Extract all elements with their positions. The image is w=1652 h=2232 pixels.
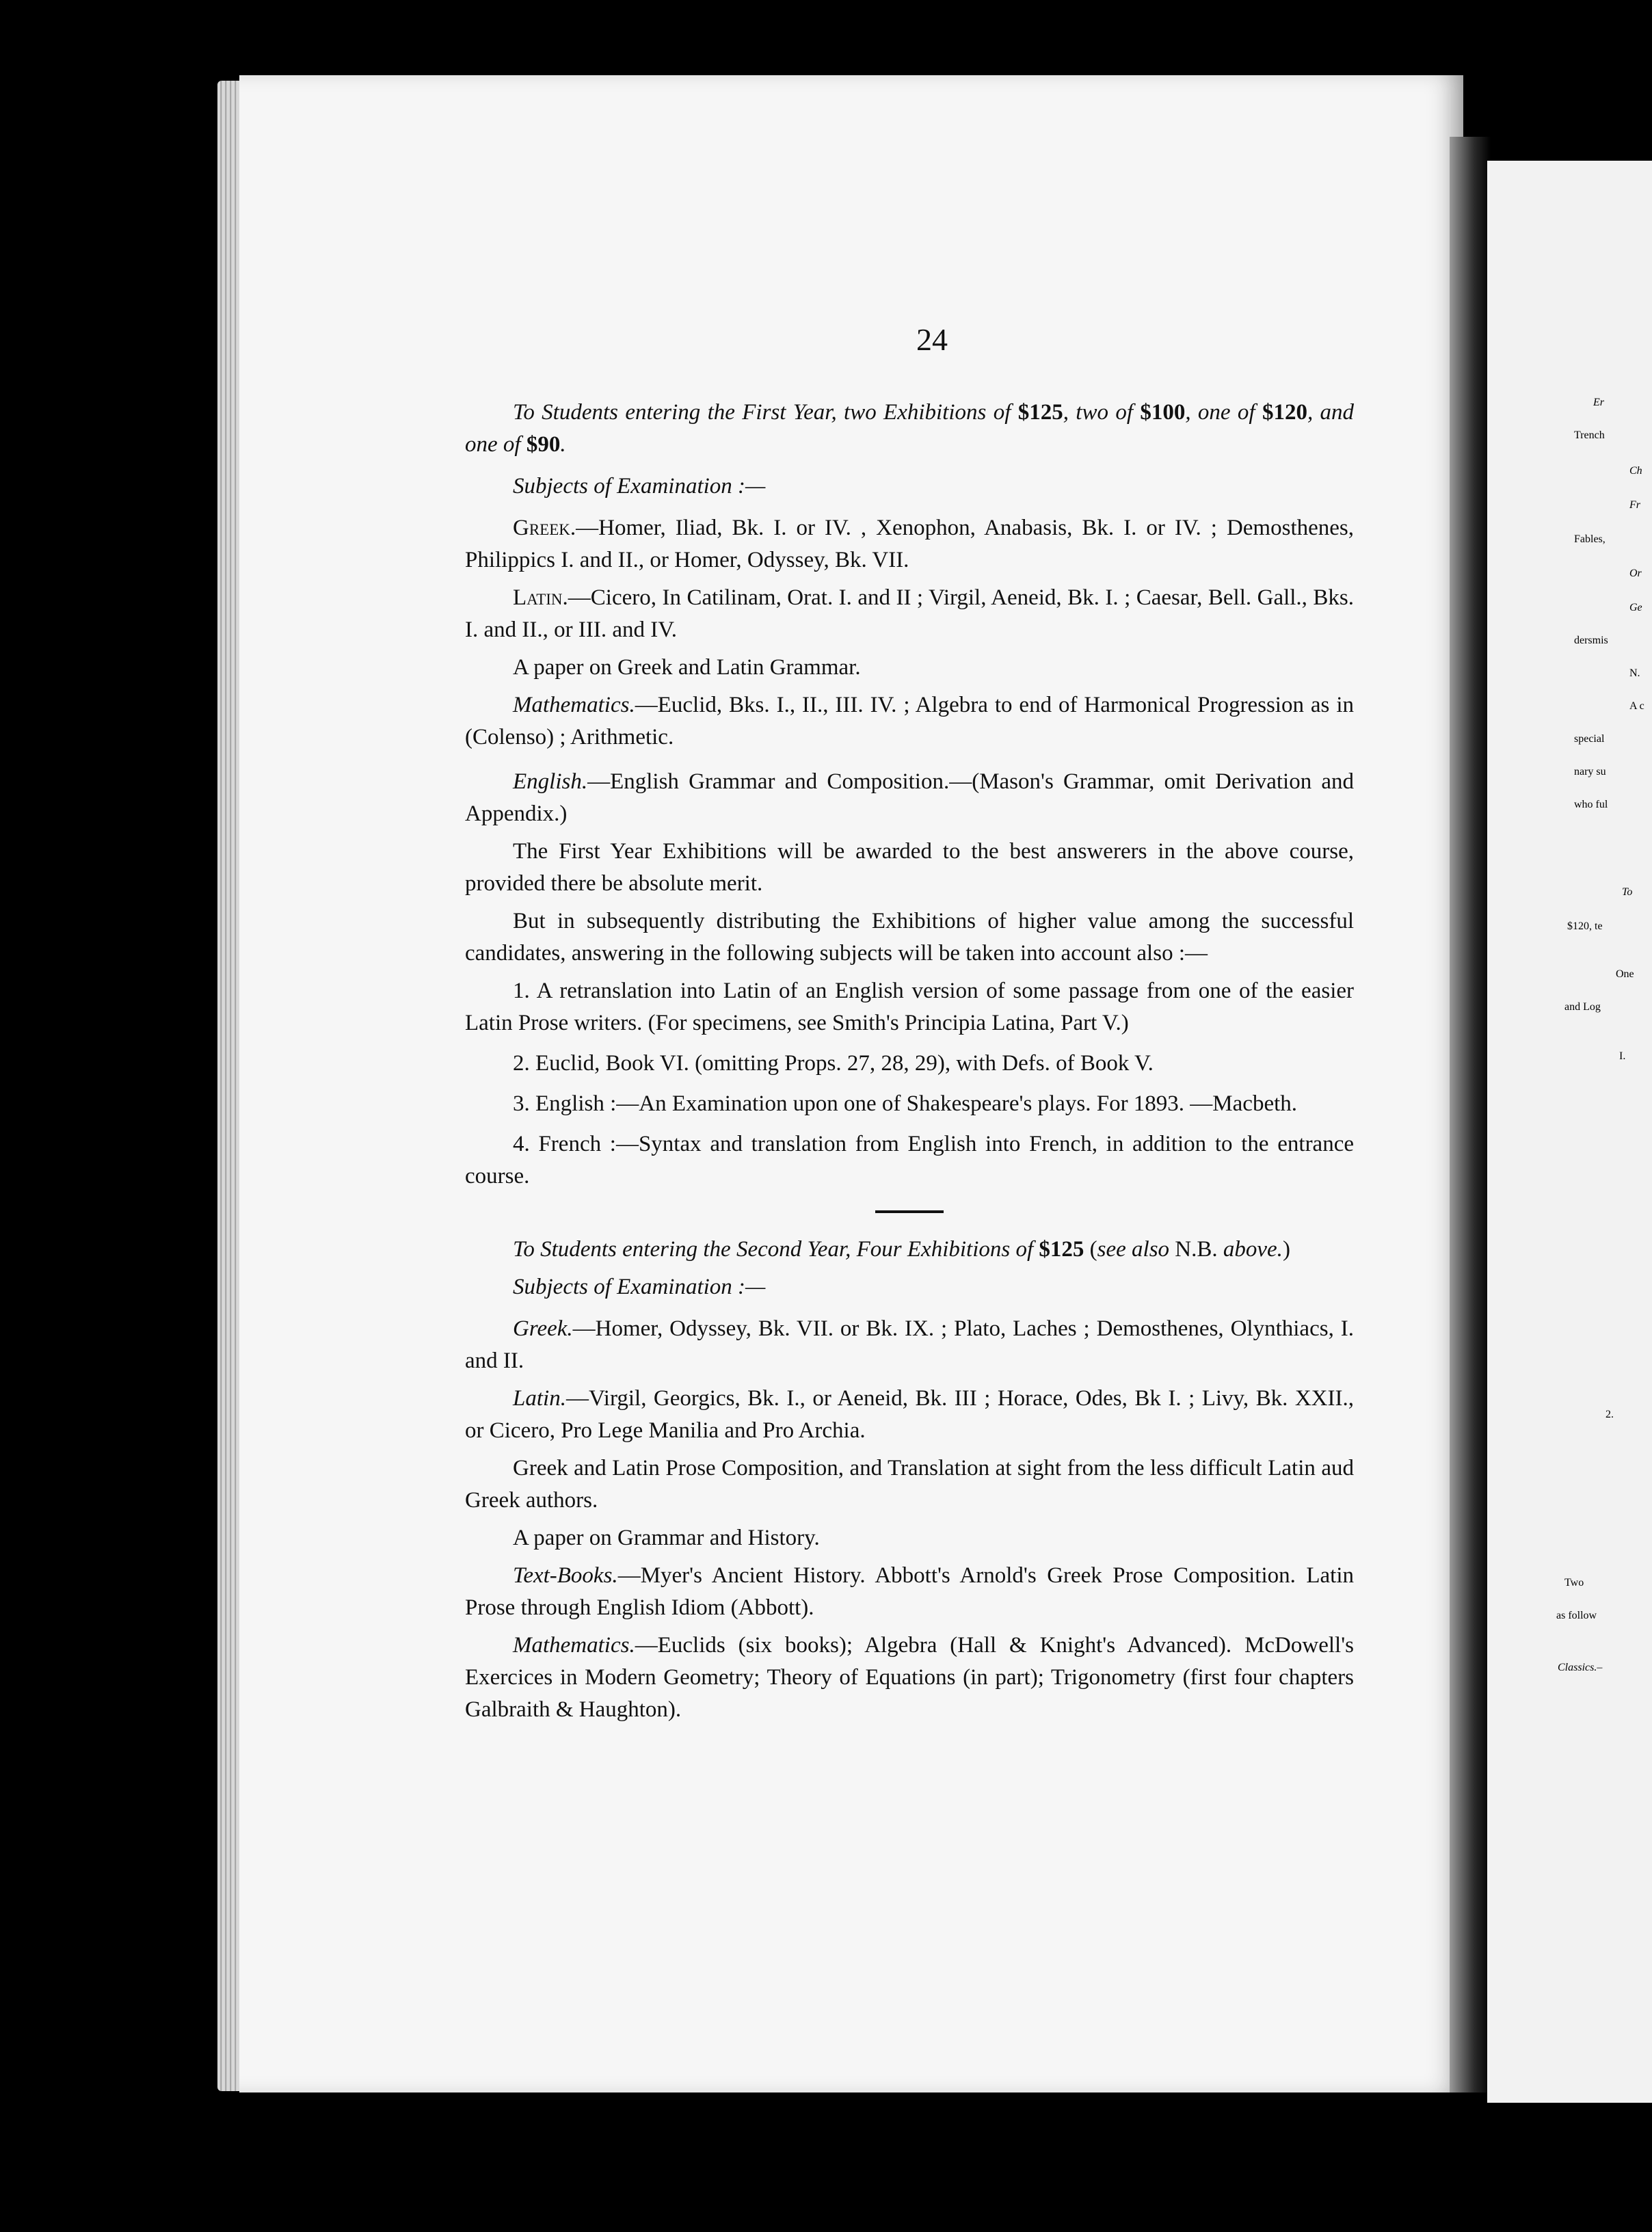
distribution-note: But in subsequently distributing the Exhibitions of higher value among the successful candidates, answering in the following subjects will be taken into account also :— — [465, 909, 1354, 966]
fragment: To — [1622, 886, 1633, 898]
history-paper: A paper on Grammar and History. — [513, 1526, 820, 1550]
mathematics-second-year: Mathematics.—Euclids (six books); Algebra (Hall & Knight's Advanced). McDowell's Exercices in Modern Geometry; Theory of Equations (in part); Trigonometry (first four chapters Galbraith & Haughton). — [465, 1633, 1354, 1722]
mathematics-first-year: Mathematics.—Euclid, Bks. I., II., III. IV. ; Algebra to end of Harmonical Progression as in (Colenso) ; Arithmetic. — [465, 693, 1354, 749]
book-gutter — [1450, 137, 1491, 2092]
subjects-heading-second-year: Subjects of Examination :— — [513, 1275, 766, 1299]
fragment: who ful — [1574, 799, 1608, 810]
fragment: N. — [1629, 667, 1640, 679]
fragment: special — [1574, 733, 1605, 745]
fragment: Classics.– — [1558, 1662, 1603, 1673]
list-item: 1. A retranslation into Latin of an English version of some passage from one of the easier Latin Prose writers. (For specimens, see Smith's Principia Latina, Part V.) — [465, 979, 1355, 1035]
fragment: nary su — [1574, 766, 1606, 778]
right-page — [1487, 161, 1652, 2103]
second-year-intro: To Students entering the Second Year, Four Exhibitions of $125 (see also N.B. above.) — [513, 1237, 1290, 1262]
section-divider — [875, 1210, 944, 1213]
fragment: Two — [1564, 1577, 1584, 1589]
fragment: A c — [1629, 700, 1644, 712]
list-item: 3. English :—An Examination upon one of Shakespeare's plays. For 1893. —Macbeth. — [513, 1091, 1298, 1116]
latin-first-year: Latin.—Cicero, In Catilinam, Orat. I. and II ; Virgil, Aeneid, Bk. I. ; Caesar, Bell. Gall., Bks. I. and II., or III. and IV. — [465, 585, 1354, 642]
text-books: Text-Books.—Myer's Ancient History. Abbott's Arnold's Greek Prose Composition. Latin Prose through English Idiom (Abbott). — [465, 1563, 1354, 1620]
fragment: 2. — [1606, 1409, 1614, 1420]
list-item: 2. Euclid, Book VI. (omitting Props. 27, 28, 29), with Defs. of Book V. — [513, 1051, 1154, 1076]
fragment: $120, te — [1567, 920, 1603, 932]
grammar-paper: A paper on Greek and Latin Grammar. — [513, 655, 861, 680]
list-item: 4. French :—Syntax and translation from English into French, in addition to the entrance course. — [465, 1132, 1354, 1188]
composition-note: Greek and Latin Prose Composition, and Translation at sight from the less difficult Latin aud Greek authors. — [465, 1456, 1354, 1513]
fragment: Ge — [1629, 602, 1642, 613]
fragment: Ch — [1629, 465, 1642, 477]
first-year-intro: To Students entering the First Year, two Exhibitions of $125, two of $100, one of $120, and one of $90. — [465, 400, 1355, 457]
award-note: The First Year Exhibitions will be awarded to the best answerers in the above course, provided there be absolute merit. — [465, 839, 1354, 896]
english-first-year: English.—English Grammar and Composition.—(Mason's Grammar, omit Derivation and Appendix.) — [465, 769, 1354, 826]
greek-first-year: Greek.—Homer, Iliad, Bk. I. or IV. , Xenophon, Anabasis, Bk. I. or IV. ; Demosthenes, Philippics I. and II., or Homer, Odyssey, Bk. VII. — [465, 516, 1354, 572]
left-page-text — [465, 397, 1354, 1731]
fragment: as follow — [1556, 1610, 1597, 1621]
fragment: Fables, — [1574, 533, 1606, 545]
fragment: Trench — [1574, 429, 1605, 441]
greek-second-year: Greek.—Homer, Odyssey, Bk. VII. or Bk. IX. ; Plato, Laches ; Demosthenes, Olynthiacs, I. and II. — [465, 1316, 1354, 1373]
fragment: and Log — [1564, 1001, 1601, 1013]
fragment: dersmis — [1574, 635, 1608, 646]
fragment: Er — [1593, 397, 1604, 408]
latin-second-year: Latin.—Virgil, Georgics, Bk. I., or Aeneid, Bk. III ; Horace, Odes, Bk I. ; Livy, Bk. XXII., or Cicero, Pro Lege Manilia and Pro Archia. — [465, 1386, 1354, 1443]
page-number: 24 — [916, 322, 948, 357]
fragment: Fr — [1629, 499, 1640, 511]
fragment: One — [1616, 968, 1634, 980]
subjects-heading-first-year: Subjects of Examination :— — [513, 474, 766, 499]
fragment: I. — [1619, 1050, 1626, 1062]
fragment: Or — [1629, 568, 1642, 579]
